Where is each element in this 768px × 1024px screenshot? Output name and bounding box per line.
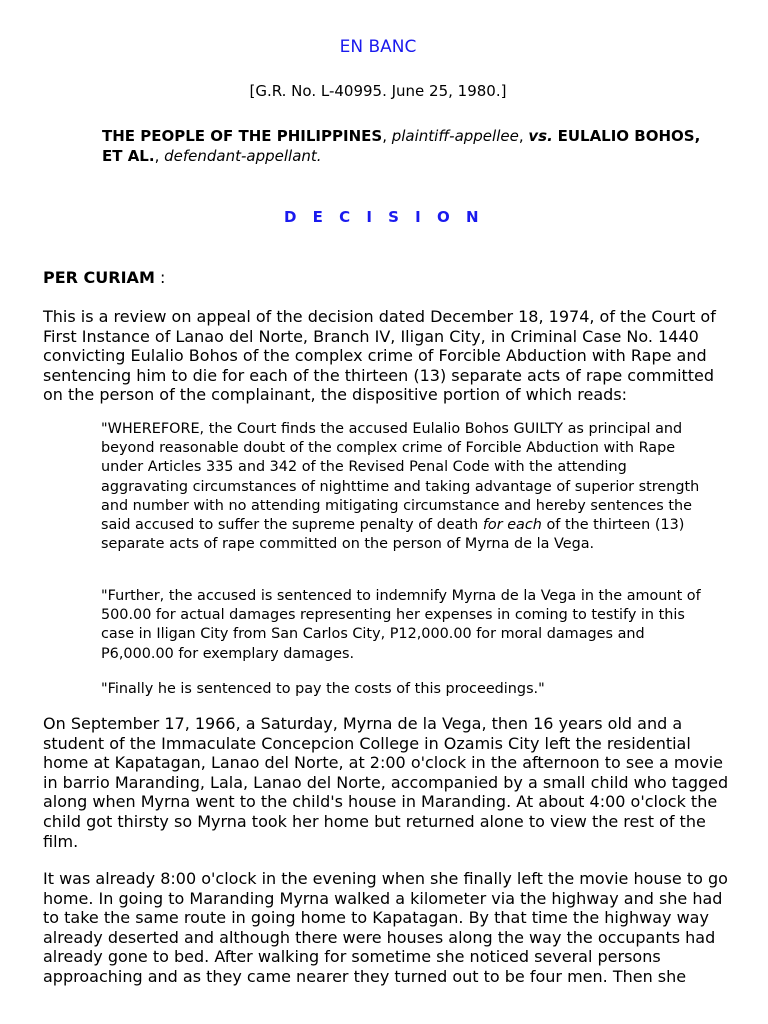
versus: vs. [528, 127, 553, 145]
paragraph-3: It was already 8:00 o'clock in the evening when she finally left the movie house to go home. In going to Maranding Myrna walked a kilometer via the highway and she had to take the same route in going home to Kapatagan. By that time the highway way already deserted and although there were houses along the way the occupants had already gone to bed. After walking for sometime she noticed several persons approaching and as they came nearer they turned out to be four men. Then she [43, 869, 728, 986]
division-heading: EN BANC [339, 37, 417, 57]
quote-1-text: "WHEREFORE, the Court finds the accused Eulalio Bohos GUILTY as principal and beyond reasonable doubt of the complex crime of Forcible Abduction with Rape under Articles 335 and 342 of the Revised Penal Code with the attending aggravating circumstances of nighttime and taking advantage of superior strength and number with no attending mitigating circumstance and hereby sentences the said accused to suffer the supreme penalty of death [101, 421, 700, 534]
quote-1-text-end: of the thirteen (13) separate acts of rape committed on the person of Myrna de la Vega. [101, 517, 685, 553]
quote-3: "Finally he is sentenced to pay the costs of this proceedings." [101, 681, 545, 697]
paragraph-1: This is a review on appeal of the decision dated December 18, 1974, of the Court of First Instance of Lanao del Norte, Branch IV, Iligan City, in Criminal Case No. 1440 convicting Eulalio Bohos of the complex crime of Forcible Abduction with Rape and sentencing him to die for each of the thirteen (13) separate acts of rape committed on the person of the complainant, the dispositive portion of which reads: [43, 307, 716, 405]
defendant-name: EULALIO BOHOS, ET AL. [102, 127, 701, 165]
case-parties: THE PEOPLE OF THE PHILIPPINES, plaintiff-appellee, vs. EULALIO BOHOS, ET AL., defendant-appellant. [102, 127, 701, 165]
plaintiff-role: plaintiff-appellee [391, 127, 519, 145]
case-number: [G.R. No. L-40995. June 25, 1980.] [249, 82, 507, 100]
decision-title: D E C I S I O N [283, 208, 485, 226]
quote-2: "Further, the accused is sentenced to indemnify Myrna de la Vega in the amount of 500.00 for actual damages representing her expenses in coming to testify in this case in Iligan City from San Carlos City, P12,000.00 for moral damages and P6,000.00 for exemplary damages. [101, 588, 701, 662]
defendant-role: defendant-appellant. [164, 147, 322, 165]
per-curiam-heading: PER CURIAM : [43, 268, 166, 287]
per-curiam-label: PER CURIAM [43, 268, 155, 287]
paragraph-2: On September 17, 1966, a Saturday, Myrna de la Vega, then 16 years old and a student of the Immaculate Concepcion College in Ozamis City left the residential home at Kapatagan, Lanao del Norte, at 2:00 o'clock in the afternoon to see a movie in barrio Maranding, Lala, Lanao del Norte, accompanied by a small child who tagged along when Myrna went to the child's house in Maranding. At about 4:00 o'clock the child got thirsty so Myrna took her home but returned alone to view the rest of the film. [43, 714, 729, 851]
quote-1 [101, 420, 701, 554]
plaintiff-name: THE PEOPLE OF THE PHILIPPINES [102, 127, 383, 145]
quote-1-emphasis: for each [482, 517, 542, 534]
